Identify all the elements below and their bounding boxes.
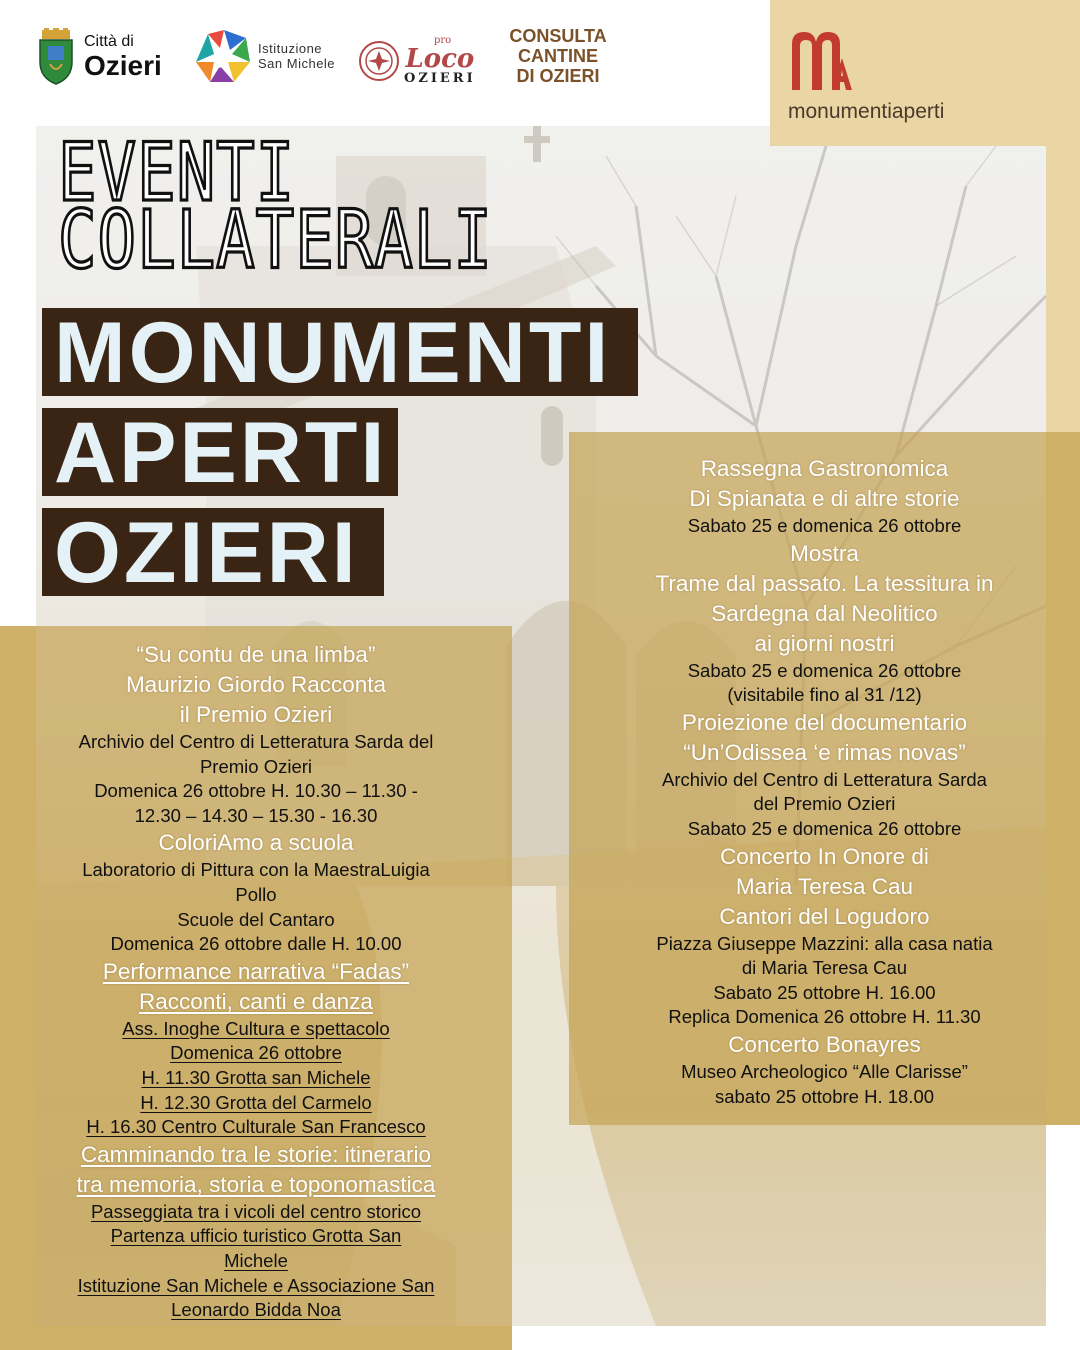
right-edge-block bbox=[1046, 146, 1080, 432]
event-detail-line: Piazza Giuseppe Mazzini: alla casa natia bbox=[656, 932, 993, 954]
event-camminando-tra-le-storie bbox=[4, 1140, 508, 1323]
event-title-line: “Un’Odissea ‘e rimas novas” bbox=[683, 739, 966, 765]
event-detail-line: Scuole del Cantaro bbox=[177, 908, 335, 930]
title-line-eventi: EVENTI bbox=[58, 127, 296, 220]
event-detail-line: Sabato 25 e domenica 26 ottobre bbox=[687, 817, 962, 839]
event-title-line: Mostra bbox=[790, 540, 859, 566]
ozieri-logo-name: Ozieri bbox=[84, 49, 162, 81]
event-detail-line: Laboratorio di Pittura con la MaestraLuigia bbox=[82, 859, 430, 881]
title-aperti: APERTI bbox=[42, 408, 398, 496]
event-title-line: Rassegna Gastronomica bbox=[700, 456, 949, 481]
event-detail-line: Archivio del Centro di Letteratura Sarda bbox=[662, 768, 987, 790]
event-title-line: Racconti, canti e danza bbox=[139, 988, 373, 1014]
event-detail-line: Pollo bbox=[235, 883, 277, 905]
event-title-line: “Su contu de una limba” bbox=[136, 642, 376, 667]
san-michele-line1: Istituzione bbox=[258, 41, 323, 57]
title-ozieri: OZIERI bbox=[42, 508, 384, 596]
proloco-ozieri: OZIERI bbox=[404, 71, 476, 86]
event-su-contu-de-una-limba bbox=[4, 640, 508, 828]
event-title-line: il Premio Ozieri bbox=[179, 702, 333, 727]
event-detail-line: Leonardo Bidda Noa bbox=[171, 1299, 341, 1321]
event-mostra-trame-dal-passato bbox=[575, 539, 1074, 708]
event-detail-line: Michele bbox=[224, 1249, 288, 1271]
event-title-line: tra memoria, storia e toponomastica bbox=[76, 1171, 436, 1197]
event-detail-line: (visitabile fino al 31 /12) bbox=[727, 684, 922, 706]
event-detail-line: Partenza ufficio turistico Grotta San bbox=[110, 1225, 402, 1247]
event-detail-line: Replica Domenica 26 ottobre H. 11.30 bbox=[668, 1006, 981, 1028]
event-title-line: Proiezione del documentario bbox=[681, 709, 968, 735]
event-title-line: Camminando tra le storie: itinerario bbox=[80, 1141, 432, 1167]
event-title-line: Cantori del Logudoro bbox=[719, 903, 930, 929]
event-title-line: Maria Teresa Cau bbox=[735, 873, 914, 899]
monumenti-aperti-logo bbox=[788, 30, 968, 124]
monumenti-aperti-mark-icon bbox=[788, 30, 858, 92]
san-michele-line2: San Michele bbox=[258, 56, 336, 71]
event-title-line: ColoriAmo a scuola bbox=[158, 830, 354, 856]
event-detail-line: H. 12.30 Grotta del Carmelo bbox=[140, 1091, 372, 1113]
event-title-line: Concerto In Onore di bbox=[720, 843, 929, 869]
event-detail-line: Passeggiata tra i vicoli del centro storico bbox=[90, 1200, 422, 1222]
consulta-cantine-logo bbox=[496, 26, 620, 86]
event-title-line: Concerto Bonayres bbox=[728, 1031, 921, 1057]
event-title-line: ai giorni nostri bbox=[754, 630, 895, 656]
consulta-line1: CONSULTA bbox=[509, 26, 607, 46]
geometric-logo-icon bbox=[194, 28, 252, 86]
event-title-line: Sardegna dal Neolitico bbox=[711, 600, 938, 626]
event-detail-line: del Premio Ozieri bbox=[753, 793, 896, 815]
citta-di-ozieri-logo bbox=[36, 28, 162, 86]
event-detail-line: Domenica 26 ottobre dalle H. 10.00 bbox=[110, 933, 402, 955]
pro-loco-ozieri-logo bbox=[358, 36, 476, 85]
event-detail-line: H. 11.30 Grotta san Michele bbox=[141, 1066, 371, 1088]
event-performance-fadas bbox=[4, 957, 508, 1140]
eventi-collaterali-heading bbox=[58, 127, 493, 288]
event-detail-line: Domenica 26 ottobre H. 10.30 – 11.30 - bbox=[94, 780, 418, 802]
event-proiezione-documentario bbox=[575, 708, 1074, 842]
event-detail-line: Museo Archeologico “Alle Clarisse” bbox=[681, 1060, 968, 1082]
event-detail-line: Ass. Inoghe Cultura e spettacolo bbox=[122, 1017, 390, 1039]
event-detail-line: Istituzione San Michele e Associazione San bbox=[77, 1274, 435, 1296]
ozieri-logo-small-text: Città di bbox=[84, 32, 134, 50]
consulta-line2: CANTINE bbox=[518, 46, 598, 67]
event-coloriamo-a-scuola bbox=[4, 828, 508, 956]
coat-of-arms-icon bbox=[36, 28, 76, 86]
event-detail-line: Sabato 25 e domenica 26 ottobre bbox=[687, 659, 962, 681]
consulta-line3: DI OZIERI bbox=[516, 66, 600, 87]
event-detail-line: H. 16.30 Centro Culturale San Francesco bbox=[86, 1116, 426, 1138]
event-detail-line: Sabato 25 e domenica 26 ottobre bbox=[687, 515, 962, 536]
istituzione-san-michele-logo bbox=[194, 28, 335, 86]
monumenti-aperti-wordmark: monumentiaperti bbox=[788, 100, 945, 123]
event-detail-line: Sabato 25 ottobre H. 16.00 bbox=[713, 981, 936, 1003]
event-detail-line: Premio Ozieri bbox=[199, 755, 313, 777]
event-detail-line: 12.30 – 14.30 – 15.30 - 16.30 bbox=[134, 804, 378, 826]
left-events-panel bbox=[0, 626, 512, 1350]
event-detail-line: sabato 25 ottobre H. 18.00 bbox=[714, 1085, 935, 1107]
proloco-pro: pro bbox=[434, 35, 452, 46]
event-detail-line: di Maria Teresa Cau bbox=[741, 957, 908, 979]
event-concerto-maria-teresa-cau bbox=[575, 842, 1074, 1030]
title-monumenti: MONUMENTI bbox=[42, 308, 638, 396]
event-concerto-bonayres bbox=[575, 1030, 1074, 1109]
seal-icon bbox=[358, 40, 400, 82]
event-title-line: Di Spianata e di altre storie bbox=[689, 486, 960, 511]
event-detail-line: Archivio del Centro di Letteratura Sarda del bbox=[78, 731, 434, 752]
event-title-line: Maurizio Giordo Racconta bbox=[125, 672, 387, 697]
event-rassegna-gastronomica bbox=[575, 454, 1074, 539]
event-title-line: Performance narrativa “Fadas” bbox=[102, 958, 410, 984]
event-title-line: Trame dal passato. La tessitura in bbox=[655, 570, 994, 596]
title-line-collaterali: COLLATERALI bbox=[58, 195, 493, 288]
proloco-script: Loco bbox=[405, 44, 475, 74]
event-detail-line: Domenica 26 ottobre bbox=[170, 1042, 342, 1064]
right-events-panel bbox=[569, 432, 1080, 1125]
